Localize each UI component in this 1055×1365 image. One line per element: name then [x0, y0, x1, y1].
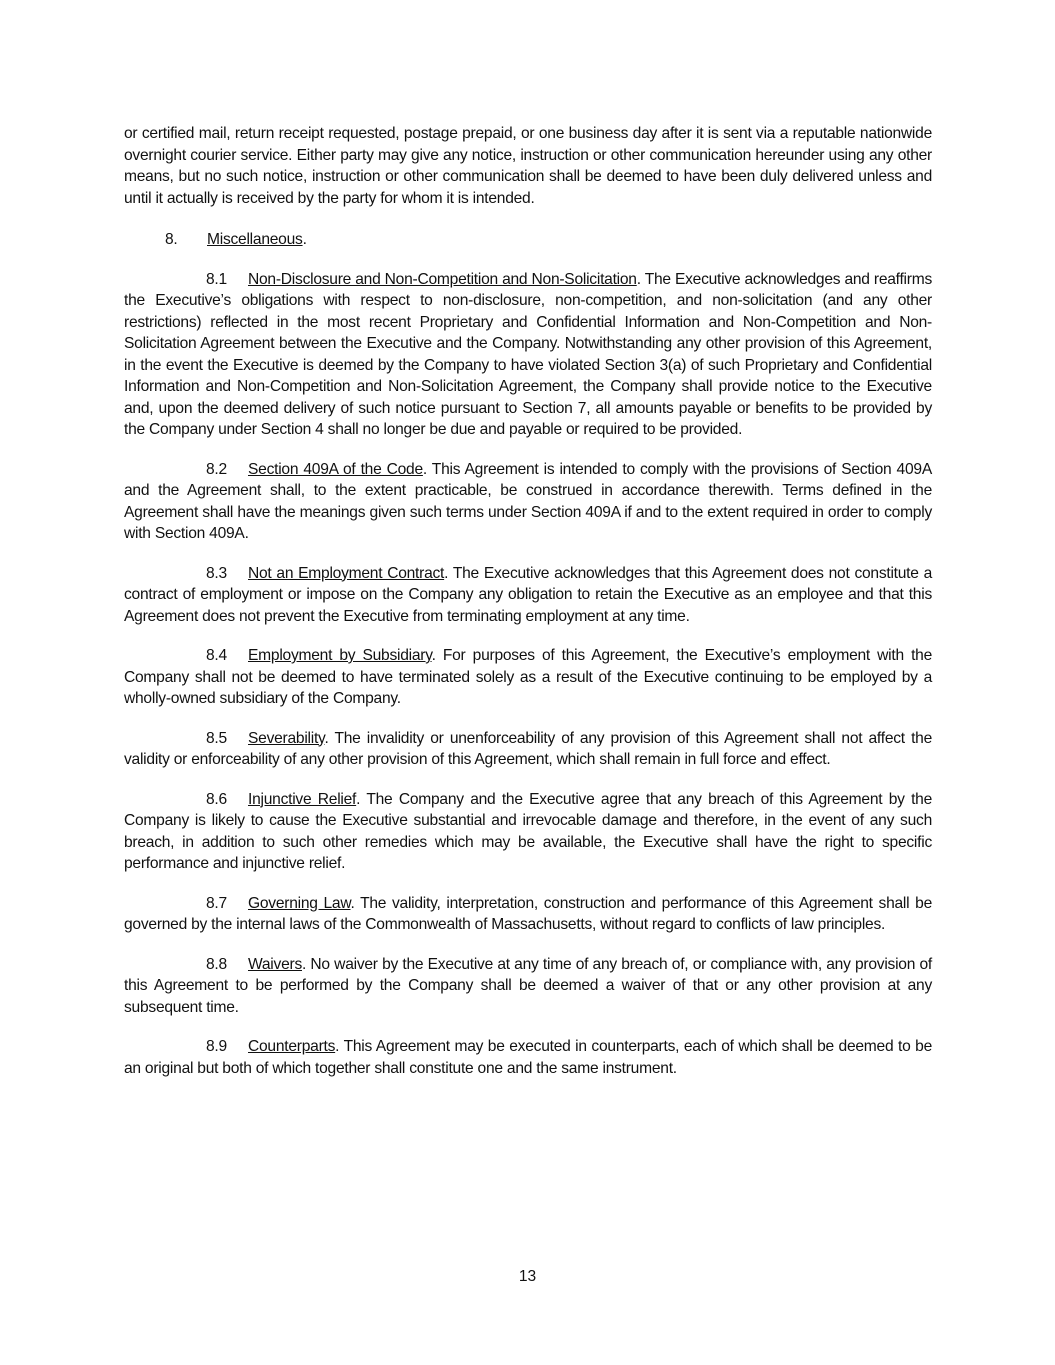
subsection-text: . No waiver by the Executive at any time of any breach of, or compliance with, any provision of this Agreement to be performed by the Company shall be deemed a waiver of that or any other provision at any subsequent time.: [124, 955, 932, 1016]
document-body: [124, 123, 932, 1097]
subsection-text: . This Agreement may be executed in counterparts, each of which shall be deemed to be an original but both of which together shall constitute one and the same instrument.: [124, 1038, 932, 1077]
subsection-number: 8.9: [206, 1038, 227, 1055]
subsection-8-6: [124, 789, 932, 875]
subsection-8-1: [124, 269, 932, 441]
subsection-8-5: [124, 728, 932, 771]
section-title-suffix: .: [302, 231, 307, 248]
subsection-title: Section 409A of the Code: [248, 460, 423, 478]
subsection-8-8: [124, 954, 932, 1019]
subsection-number: 8.2: [206, 460, 227, 478]
subsection-title: Waivers: [248, 955, 302, 973]
subsection-number: 8.8: [206, 955, 227, 973]
subsection-number: 8.6: [206, 790, 227, 808]
subsection-8-3: [124, 563, 932, 628]
subsection-text: . The invalidity or unenforceability of any provision of this Agreement shall not affect the validity or enforceability of any other provision of this Agreement, which shall remain in full force and effect.: [124, 729, 932, 768]
subsection-text: . The Executive acknowledges that this Agreement does not constitute a contract of employment or impose on the Company any obligation to retain the Executive as an employee and that this Agreement does not prevent the Executive from terminating employment at any time.: [124, 564, 932, 625]
subsection-title: Counterparts: [248, 1038, 336, 1055]
subsection-8-9: [124, 1036, 932, 1079]
subsection-text: . The Company and the Executive agree that any breach of this Agreement by the Company is likely to cause the Executive substantial and irrevocable damage and therefore, in the event of any such breach, in addition to such other remedies which may be available, the Executive shall have the right to specific performance and injunctive relief.: [124, 790, 933, 872]
subsection-text: . The validity, interpretation, construction and performance of this Agreement shall be governed by the internal laws of the Commonwealth of Massachusetts, without regard to conflicts of law principles.: [124, 894, 932, 933]
subsection-number: 8.3: [206, 564, 227, 582]
subsection-8-2: [124, 459, 932, 545]
subsection-title: Governing Law: [248, 894, 351, 912]
subsection-text: . The Executive acknowledges and reaffirms the Executive’s obligations with respect to non-disclosure, non-competition, and non-solicitation (and any other restrictions) reflected in the most recent Proprietary and Confidential Information and Non-Competition and Non-Solicitation Agreement between the Executive and the Company. Notwithstanding any other provision of this Agreement, in the event the Executive is deemed by the Company to have violated Section 3(a) of such Proprietary and Confidential Information and Non-Competition and Non-Solicitation Agreement, the Company shall provide notice to the Executive and, upon the deemed delivery of such notice pursuant to Section 7, all amounts payable or benefits to be provided by the Company under Section 4 shall no longer be due and payable or required to be provided.: [124, 270, 933, 438]
subsection-title: Not an Employment Contract: [248, 564, 445, 582]
continuation-paragraph: or certified mail, return receipt requested, postage prepaid, or one business day after it is sent via a reputable nationwide overnight courier service. Either party may give any notice, instruction or other communication hereunder using any other means, but no such notice, instruction or other communication shall be deemed to have been duly delivered unless and until it actually is received by the party for whom it is intended.: [124, 125, 932, 207]
subsection-number: 8.7: [206, 894, 227, 912]
subsection-title: Employment by Subsidiary: [248, 647, 432, 664]
subsection-8-4: [124, 645, 932, 710]
page-number: 13: [518, 1268, 537, 1285]
subsection-text: . For purposes of this Agreement, the Executive’s employment with the Company shall not be deemed to have terminated solely as a result of the Executive continuing to be employed by a wholly-owned subsidiary of the Company.: [124, 647, 932, 707]
section-heading-miscellaneous: [124, 229, 932, 251]
subsection-title: Severability: [248, 729, 325, 747]
subsection-number: 8.4: [206, 647, 227, 664]
subsection-number: 8.5: [206, 729, 227, 747]
subsection-8-7: [124, 893, 932, 936]
section-number: 8.: [165, 231, 178, 248]
subsection-text: . This Agreement is intended to comply with the provisions of Section 409A and the Agreement shall, to the extent practicable, be construed in accordance therewith. Terms defined in the Agreement shall have the meanings given such terms under Section 409A if and to the extent required in order to comply with Section 409A.: [124, 460, 932, 542]
subsection-number: 8.1: [206, 270, 227, 288]
subsection-title: Non-Disclosure and Non-Competition and Non-Solicitation: [248, 270, 637, 288]
subsection-title: Injunctive Relief: [248, 790, 357, 808]
section-title: Miscellaneous: [207, 231, 303, 248]
